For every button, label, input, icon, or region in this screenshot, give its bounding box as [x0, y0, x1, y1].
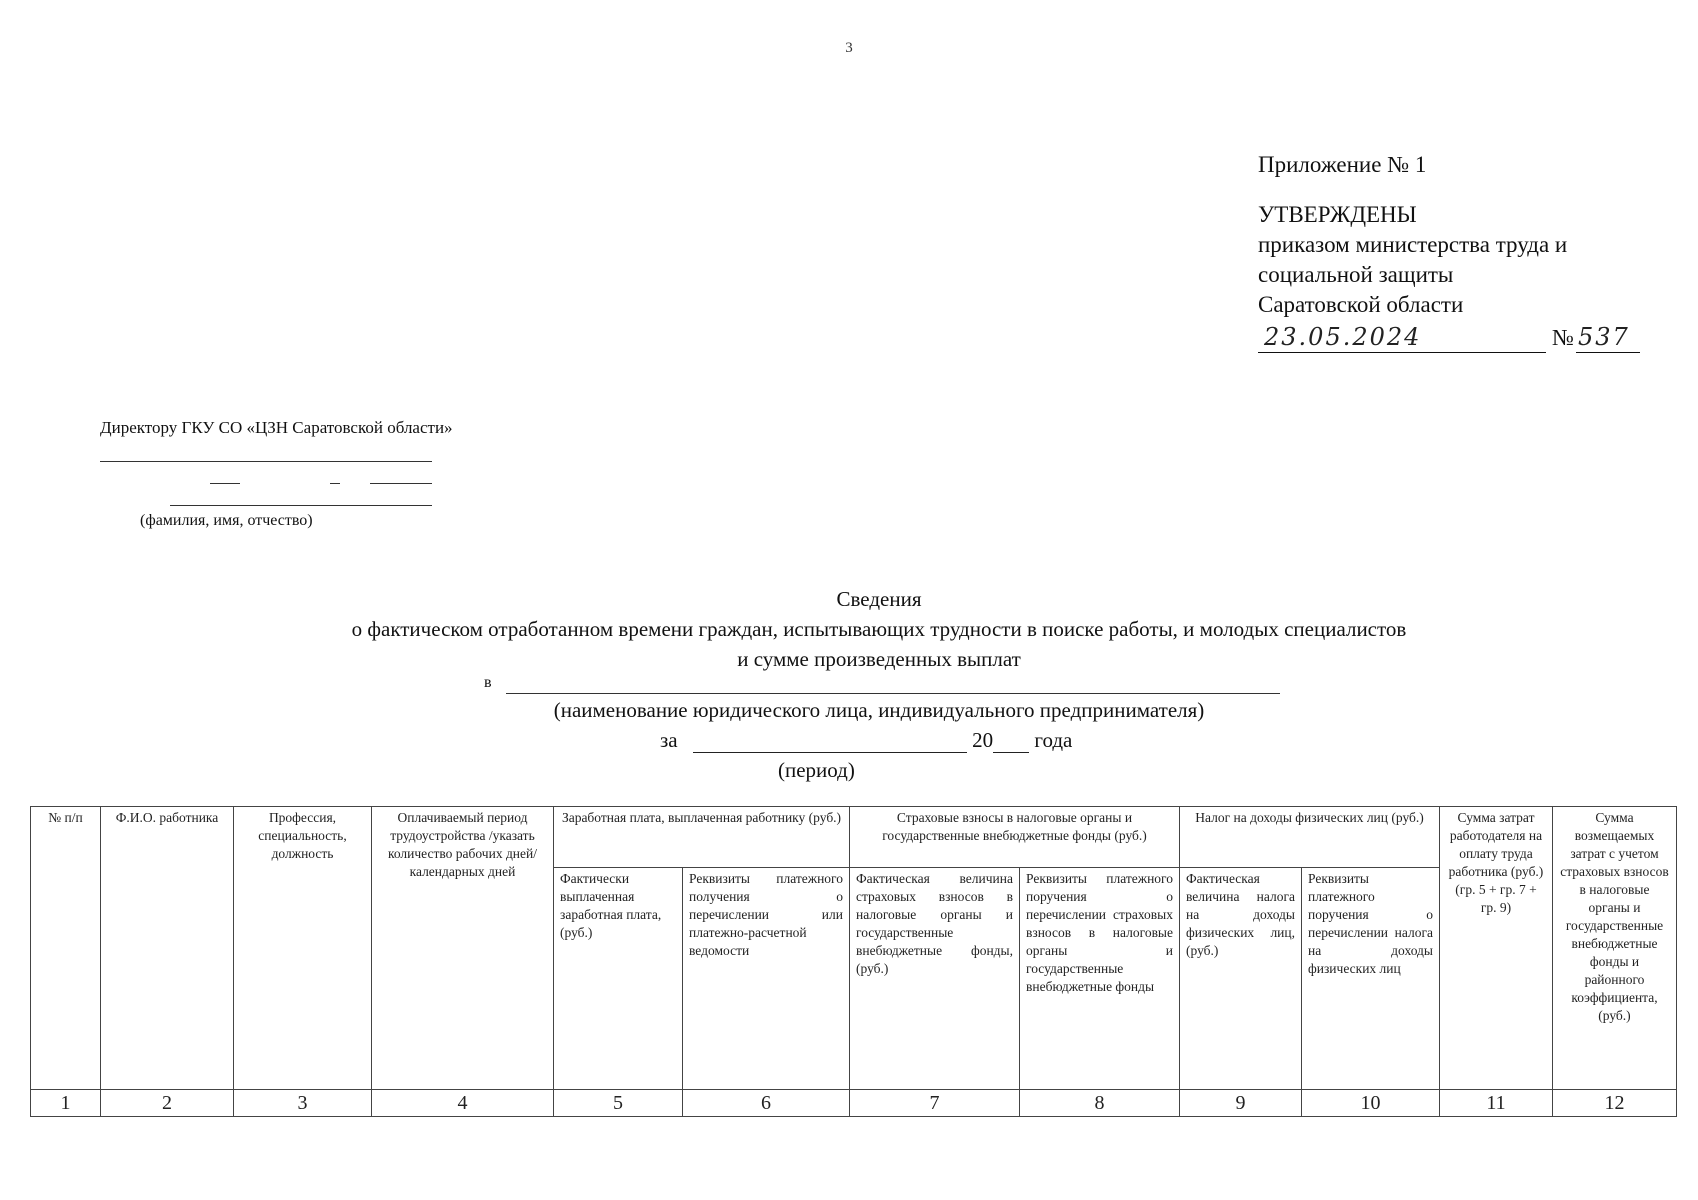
year-suffix: года [1034, 728, 1073, 752]
order-number: 537 [1576, 322, 1640, 353]
number-sign: № [1552, 325, 1574, 350]
report-table [30, 806, 1677, 1117]
approved-label: УТВЕРЖДЕНЫ [1258, 202, 1417, 227]
col-header-6: Реквизиты платежного получения о перечислении или платежно-расчетной ведомости [683, 868, 850, 1090]
order-line-3: Саратовской области [1258, 292, 1464, 317]
col-number-11: 11 [1440, 1090, 1553, 1117]
year-prefix: 20 [972, 728, 994, 752]
col-number-1: 1 [31, 1090, 101, 1117]
order-date: 23.05.2024 [1258, 322, 1546, 353]
col-number-9: 9 [1180, 1090, 1302, 1117]
org-caption: (наименование юридического лица, индивидуального предпринимателя) [553, 698, 1205, 722]
approval-block [1258, 150, 1640, 353]
col-number-10: 10 [1302, 1090, 1440, 1117]
column-number-row [31, 1090, 1677, 1117]
col-number-3: 3 [234, 1090, 372, 1117]
year-blank [993, 728, 1029, 753]
col-number-12: 12 [1553, 1090, 1677, 1117]
group-header-insurance: Страховые взносы в налоговые органы и государственные внебюджетные фонды (руб.) [850, 807, 1180, 868]
col-header-4: Оплачиваемый период трудоустройства /указать количество рабочих дней/календарных дней [372, 807, 554, 1090]
page-number: 3 [845, 40, 853, 56]
fio-underline-2 [170, 505, 432, 506]
fio-underline-1 [100, 461, 432, 462]
title-heading: Сведения [836, 587, 922, 611]
order-line-1: приказом министерства труда и [1258, 232, 1568, 257]
col-header-2: Ф.И.О. работника [101, 807, 234, 1090]
addressee-line: Директору ГКУ СО «ЦЗН Саратовской области» [100, 418, 453, 437]
col-number-8: 8 [1020, 1090, 1180, 1117]
order-date-row [1258, 322, 1640, 353]
col-header-1: № п/п [31, 807, 101, 1090]
fio-dash-1 [210, 483, 240, 484]
col-header-7: Фактическая величина страховых взносов в налоговые органы и государственные внебюджетные фонды, (руб.) [850, 868, 1020, 1090]
col-header-5: Фактически выплаченная заработная плата, (руб.) [554, 868, 683, 1090]
col-number-2: 2 [101, 1090, 234, 1117]
col-number-5: 5 [554, 1090, 683, 1117]
col-number-6: 6 [683, 1090, 850, 1117]
group-header-tax: Налог на доходы физических лиц (руб.) [1180, 807, 1440, 868]
org-row [484, 668, 492, 693]
col-header-12: Сумма возмещаемых затрат с учетом страховых взносов в налоговые органы и государственные внебюджетные фонды и районного коэффициента, (руб.) [1553, 807, 1677, 1090]
group-header-salary: Заработная плата, выплаченная работнику (руб.) [554, 807, 850, 868]
col-header-3: Профессия, специальность, должность [234, 807, 372, 1090]
period-blank [693, 728, 967, 753]
period-row [660, 728, 1072, 753]
org-underline [506, 693, 1280, 694]
period-prefix: за [660, 728, 678, 752]
title-line-2: и сумме произведенных выплат [737, 647, 1021, 671]
col-header-11: Сумма затрат работодателя на оплату труда работника (руб.) (гр. 5 + гр. 7 + гр. 9) [1440, 807, 1553, 1090]
fio-dash-3 [370, 483, 432, 484]
fio-caption: (фамилия, имя, отчество) [140, 512, 313, 529]
fio-dash-2 [330, 483, 340, 484]
appendix-label: Приложение № 1 [1258, 152, 1427, 177]
col-header-8: Реквизиты платежного поручения о перечислении страховых взносов в налоговые органы и государственные внебюджетные фонды [1020, 868, 1180, 1090]
header-row-1 [31, 807, 1677, 868]
col-header-9: Фактическая величина налога на доходы физических лиц, (руб.) [1180, 868, 1302, 1090]
col-number-4: 4 [372, 1090, 554, 1117]
order-line-2: социальной защиты [1258, 262, 1454, 287]
col-header-10: Реквизиты платежного поручения о перечислении налога на доходы физических лиц [1302, 868, 1440, 1090]
col-number-7: 7 [850, 1090, 1020, 1117]
period-caption: (период) [778, 758, 855, 782]
document-title [0, 584, 1698, 674]
title-line-1: о фактическом отработанном времени граждан, испытывающих трудности в поиске работы, и молодых специалистов [351, 617, 1407, 641]
in-prefix: в [484, 674, 492, 691]
